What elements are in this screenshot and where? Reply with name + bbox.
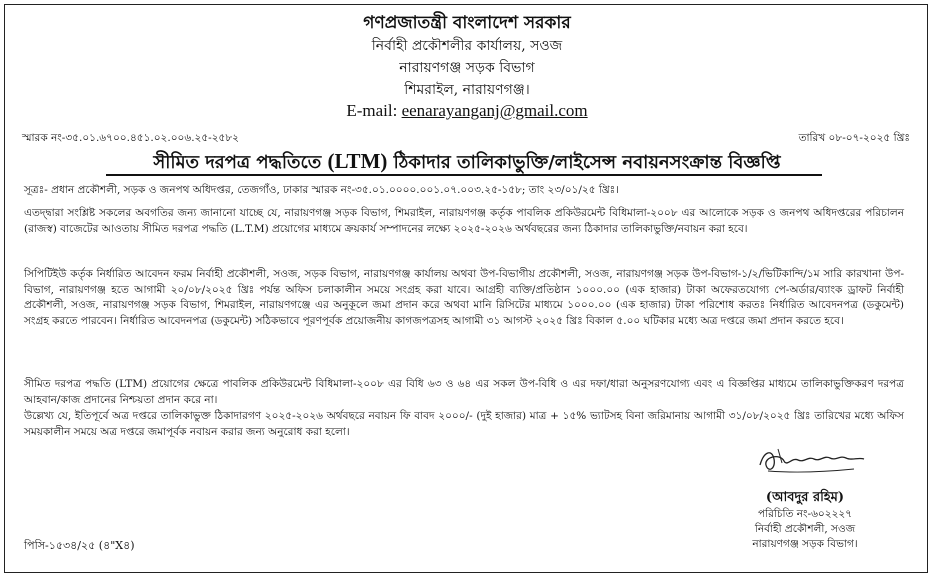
government-name: গণপ্রজাতন্ত্রী বাংলাদেশ সরকার <box>363 13 571 33</box>
paragraph-intro: এতদ্দ্বারা সংশ্লিষ্ট সকলের অবগতির জন্য জানানো যাচ্ছে যে, নারায়ণগঞ্জ সড়ক বিভাগ, শিমরাইল, নারায়ণগঞ্জ কর্তৃক পাবলিক প্রকিউরমেন্ট বিধিমালা-২০০৮ এর আলোকে সড়ক ও জনপথ অধিদপ্তরের পরিচালন (রাজস্ব) বাজেটের আওতায় সীমিত দরপত্র পদ্ধতি (L.T.M) প্রয়োগের মাধ্যমে ক্রয়কার্য সম্পাদনের লক্ষ্যে ২০২৫-২০২৬ অর্থবছরের জন্য ঠিকাদার তালিকাভুক্তি/নবায়ন করা হবে। <box>24 207 904 235</box>
memo-date: তারিখ ০৮-০৭-২০২৫ খ্রিঃ <box>798 132 910 144</box>
paragraph-renewal: উল্লেখ্য যে, ইতিপূর্বে অত্র দপ্তরে তালিকাভুক্ত ঠিকাদারগণ ২০২৫-২০২৬ অর্থবছরে নবায়ন ফি বাবদ ২০০০/- (দুই হাজার) মাত্র + ১৫% ভ্যাটসহ বিনা জরিমানায় আগামী ৩১/০৮/২০২৫ খ্রিঃ তারিখের মধ্যে অফিস সময়কালীন সময়ে অত্র দপ্তরে জমাপূর্বক নবায়ন করার জন্য অনুরোধ করা হলো। <box>24 410 904 438</box>
office-name: নির্বাহী প্রকৌশলীর কার্যালয়, সওজ <box>371 38 563 54</box>
reference-line: সূত্রঃ- প্রধান প্রকৌশলী, সড়ক ও জনপথ অধিদপ্তর, তেজগাঁও, ঢাকার স্মারক নং-৩৫.০১.০০০০.০০১.০৭.০০৩.২৫-১৫৮; তাং ২৩/০১/২৫ খ্রিঃ। <box>24 184 620 196</box>
division-name: নারায়ণগঞ্জ সড়ক বিভাগ <box>399 60 535 76</box>
email-row <box>0 101 934 121</box>
signatory-office: নারায়ণগঞ্জ সড়ক বিভাগ। <box>752 538 858 550</box>
email-link[interactable]: eenarayanganj@gmail.com <box>401 101 588 120</box>
print-code: পিসি-১৫৩৪/২৫ (৪"X৪) <box>24 539 135 552</box>
office-location: শিমরাইল, নারায়ণগঞ্জ। <box>404 82 530 98</box>
title-underline <box>106 174 822 176</box>
signatory-name: (আবদুর রহিম) <box>765 490 845 505</box>
title-ltm: (LTM) <box>327 149 388 173</box>
email-label: E-mail: <box>346 101 398 120</box>
title-part-2: ঠিকাদার তালিকাভুক্তি/লাইসেন্স নবায়নসংক্রান্ত বিজ্ঞপ্তি <box>387 152 781 173</box>
paragraph-application: সিপিটিইউ কর্তৃক নির্ধারিত আবেদন ফরম নির্বাহী প্রকৌশলী, সওজ, সড়ক বিভাগ, নারায়ণগঞ্জ কার্যালয় অথবা উপ-বিভাগীয় প্রকৌশলী, সওজ, নারায়ণগঞ্জ সড়ক উপ-বিভাগ-১/২/ভিটিকান্দি/১ম সারি কারখানা উপ-বিভাগ, নারায়ণগঞ্জ হতে আগামী ২০/০৮/২০২৫ খ্রিঃ পর্যন্ত অফিস চলাকালীন সময়ে সংগ্রহ করা যাবে। আগ্রহী ব্যক্তি/প্রতিষ্ঠান ১০০০.০০ (এক হাজার) টাকা অফেরতযোগ্য পে-অর্ডার/ব্যাংক ড্রাফট নির্বাহী প্রকৌশলী, সওজ, নারায়ণগঞ্জ সড়ক বিভাগ, শিমরাইল, নারায়ণগঞ্জে এর অনুকূলে জমা প্রদান করে অথবা মানি রিসিটের মাধ্যমে ১০০০.০০ (এক হাজার) টাকা পরিশোধ করতঃ নির্ধারিত আবেদনপত্র (ডকুমেন্ট) সংগ্রহ করতে পারবেন। নির্ধারিত আবেদনপত্র (ডকুমেন্ট) সঠিকভাবে পূরণপূর্বক প্রয়োজনীয় কাগজপত্রসহ আগামী ৩১ আগস্ট ২০২৫ খ্রিঃ বিকাল ৫.০০ ঘটিকার মধ্যে অত্র দপ্তরে জমা প্রদান করতে হবে। <box>24 268 904 327</box>
memo-number: স্মারক নং-৩৫.০১.৬৭০০.৪৫১.০২.০০৬.২৫-২৫৮২ <box>22 132 240 144</box>
signatory-id: পরিচিতি নং-৬০২২২৭ <box>757 508 853 520</box>
handwritten-signature <box>754 443 874 479</box>
paragraph-rules: সীমিত দরপত্র পদ্ধতি (LTM) প্রয়োগের ক্ষেত্রে পাবলিক প্রকিউরমেন্ট বিধিমালা-২০০৮ এর বিধি ৬৩ ও ৬৪ এর সকল উপ-বিধি ও এর দফা/ধারা অনুসরণযোগ্য এবং এ বিজ্ঞপ্তির মাধ্যমে তালিকাভুক্তিকরণ দরপত্র আহবান/কাজ প্রদানের নিশ্চয়তা প্রদান করে না। <box>24 378 904 406</box>
title-part-1: সীমিত দরপত্র পদ্ধতিতে <box>153 152 328 173</box>
signatory-designation: নির্বাহী প্রকৌশলী, সওজ <box>754 523 856 535</box>
